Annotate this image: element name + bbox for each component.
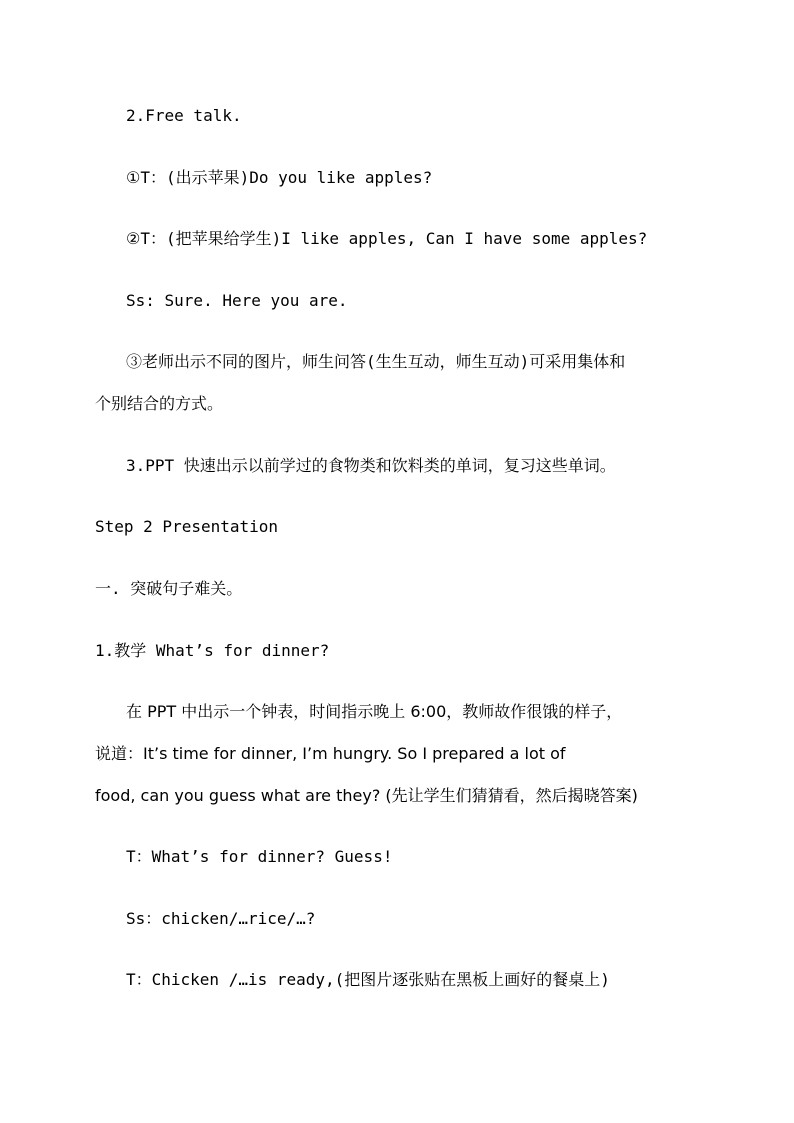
clock-paragraph-line-2: 说道：It’s time for dinner, I’m hungry. So I prepared a lot of: [95, 744, 566, 763]
clock-paragraph-line-1: 在 PPT 中出示一个钟表，时间指示晚上 6:00，教师故作很饿的样子，: [126, 702, 623, 721]
dialogue-line-2: ②T：(把苹果给学生)I like apples, Can I have some apples?: [126, 229, 648, 248]
paragraph-line-1: ③老师出示不同的图片，师生问答(生生互动，师生互动)可采用集体和: [126, 352, 626, 371]
teacher-question-line: T：What’s for dinner? Guess!: [126, 847, 393, 866]
section-heading-1: 一. 突破句子难关。: [95, 579, 243, 598]
dialogue-line-3: Ss: Sure. Here you are.: [126, 291, 348, 310]
teaching-item-1: 1.教学 What’s for dinner?: [95, 641, 330, 660]
free-talk-heading: 2.Free talk.: [126, 106, 242, 125]
student-answer-line: Ss：chicken/…rice/…?: [126, 909, 316, 928]
paragraph-line-2: 个别结合的方式。: [95, 394, 224, 413]
dialogue-line-1: ①T：(出示苹果)Do you like apples?: [126, 168, 433, 187]
step-2-heading: Step 2 Presentation: [95, 517, 279, 536]
clock-paragraph-line-3: food, can you guess what are they? (先让学生们猜猜看，然后揭晓答案): [95, 786, 638, 805]
teacher-response-line: T：Chicken /…is ready,(把图片逐张贴在黑板上画好的餐桌上): [126, 970, 610, 989]
ppt-review-line: 3.PPT 快速出示以前学过的食物类和饮料类的单词，复习这些单词。: [126, 456, 616, 475]
